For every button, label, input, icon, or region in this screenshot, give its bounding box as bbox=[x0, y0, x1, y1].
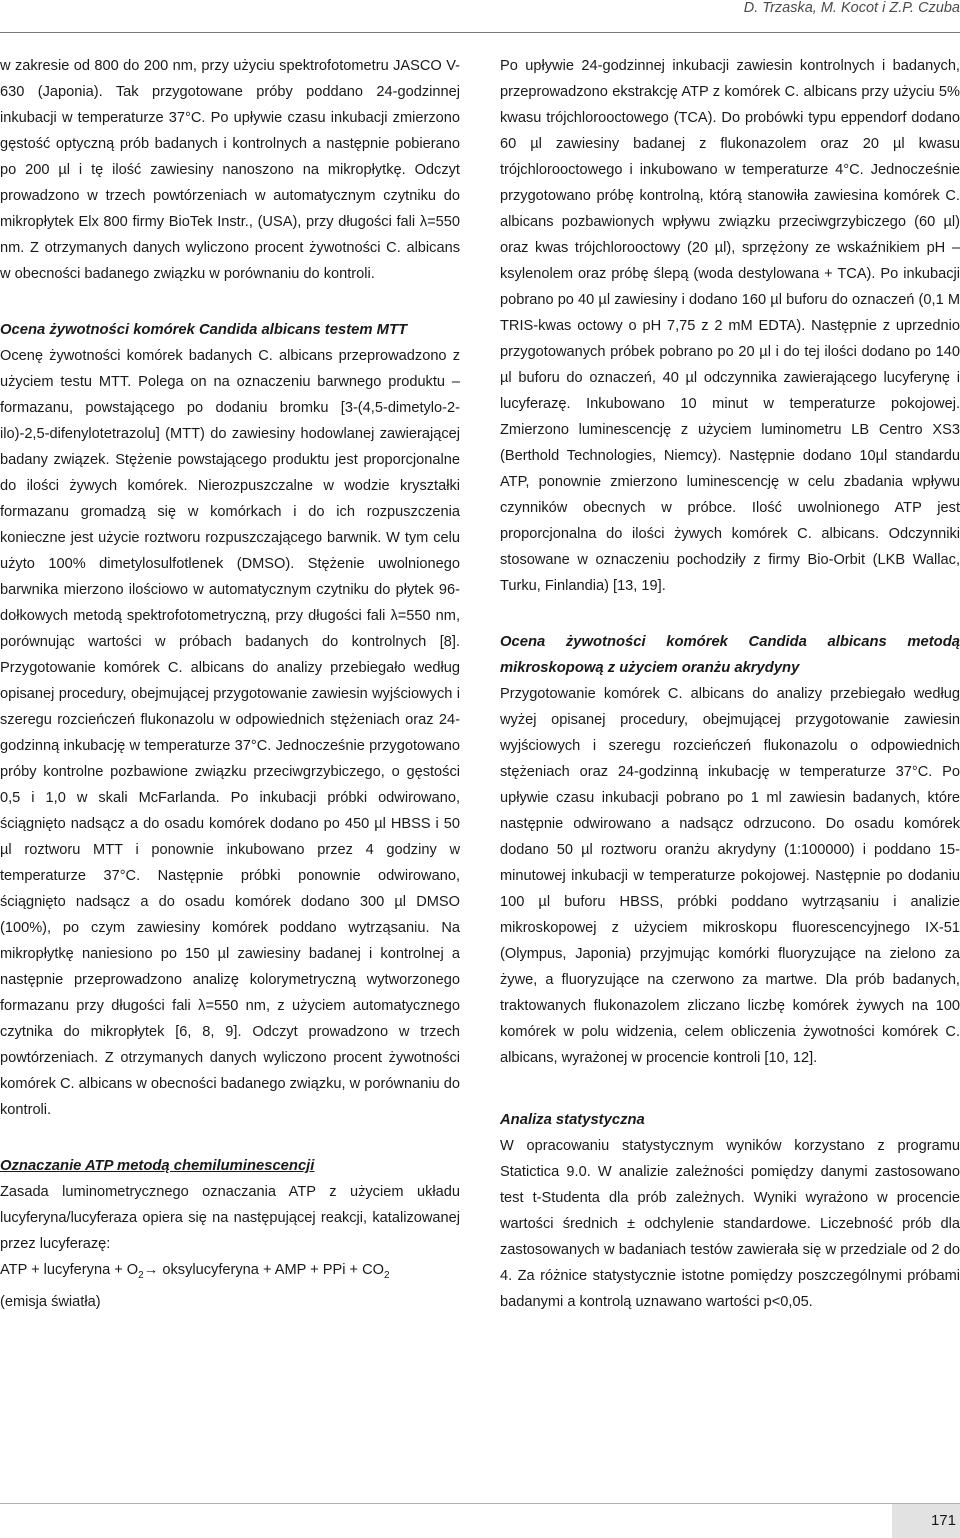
reaction-equation bbox=[0, 1257, 460, 1289]
atp-paragraph-continued: Po upływie 24-godzinnej inkubacji zawiesin kontrolnych i badanych, przeprowadzono ekstrakcję ATP z komórek C. albicans przy użyciu 5% kwasu trójchlorooctowego (TCA). Do probówki typu eppendorf dodano 60 µl zawiesiny badanej z flukonazolem oraz 20 µl kwasu trójchlorooctowego i inkubowano w temperaturze 4°C. Jednocześnie przygotowano próbę kontrolną, którą stanowiła zawiesina komórek C. albicans pozbawionych wpływu związku przeciwgrzybiczego (60 µl) oraz kwas trójchlorooctowy (20 µl), sprzężony ze wskaźnikiem pH – ksylenolem oraz próbę ślepą (woda destylowana + TCA). Po inkubacji pobrano po 40 µl zawiesiny i dodano 160 µl buforu do oznaczeń (0,1 M TRIS-kwas octowy o pH 7,75 z 2 mM EDTA). Następnie z uprzednio przygotowanych próbek pobrano po 20 µl i do tej ilości dodano po 140 µl buforu do oznaczeń, 40 µl odczynnika zawierającego lucyferynę i lucyferazę. Inkubowano 10 minut w temperaturze pokojowej. Zmierzono luminescencję z użyciem luminometru LB Centro XS3 (Berthold Technologies, Niemcy). Następnie dodano 10µl standardu ATP, ponownie zmierzono luminescencję w celu zbadania wpływu czynników obecnych w próbce. Ilość uwolnionego ATP jest proporcjonalna do ilości żywych komórek C. albicans. Odczynniki stosowane w oznaczeniu pochodziły z firmy Bio-Orbit (LKB Wallac, Turku, Finlandia) [13, 19]. bbox=[500, 58, 960, 594]
page-number: 171 bbox=[892, 1504, 960, 1538]
intro-paragraph: w zakresie od 800 do 200 nm, przy użyciu spektrofotometru JASCO V-630 (Japonia). Tak przygotowane próby poddano 24-godzinnej inkubacji w temperaturze 37°C. Po upływie czasu inkubacji zmierzono gęstość optyczną prób badanych i kontrolnych a następnie pobierano po 200 µl i tę ilość zawiesiny nanoszono na mikropłytkę. Odczyt prowadzono w trzech powtórzeniach w automatycznym czytniku do mikropłytek Elx 800 firmy BioTek Instr., (USA), przy długości fali λ=550 nm. Z otrzymanych danych wyliczono procent żywotności C. albicans w obecności badanego związku w porównaniu do kontroli. bbox=[0, 58, 460, 282]
equation-part2: oksylucyferyna + AMP + PPi + CO bbox=[158, 1262, 384, 1278]
atp-paragraph: Zasada luminometrycznego oznaczania ATP z użyciem układu lucyferyna/lucyferaza opiera się na następującej reakcji, katalizowanej przez lucyferazę: bbox=[0, 1184, 460, 1252]
equation-note: (emisja światła) bbox=[0, 1293, 101, 1310]
footer-divider bbox=[0, 1503, 960, 1504]
header-divider bbox=[0, 32, 960, 33]
stats-section-title: Analiza statystyczna bbox=[500, 1112, 645, 1128]
stats-paragraph: W opracowaniu statystycznym wyników korzystano z programu Statictica 9.0. W analizie zależności pomiędzy danymi zastosowano test t-Studenta dla prób zależnych. Wyniki wyrażono w procencie wartości średnich ± odchylenie standardowe. Liczebność prób dla zastosowanych w badaniach testów zawierała się w przedziale od 2 do 4. Za różnice statystycznie istotne pomiędzy poszczególnymi próbami badanymi a kontrolą uznawano wartości p<0,05. bbox=[500, 1138, 960, 1310]
right-column bbox=[500, 53, 960, 1315]
left-column bbox=[0, 53, 460, 1315]
header-authors: D. Trzaska, M. Kocot i Z.P. Czuba bbox=[743, 0, 960, 16]
atp-section-title bbox=[0, 1153, 460, 1179]
acridine-paragraph: Przygotowanie komórek C. albicans do analizy przebiegało według wyżej opisanej procedury, obejmującej przygotowanie zawiesin wyjściowych i szeregu rozcieńczeń flukonazolu o odpowiednich stężeniach oraz 24-godzinną inkubację w temperaturze 37°C. Po upływie czasu inkubacji pobrano po 1 ml zawiesin badanych, które następnie odwirowano a nadsącz odrzucono. Do osadu komórek dodano 50 µl roztworu oranżu akrydyny (1:100000) i poddano 15-minutowej inkubacji w temperaturze pokojowej. Następnie po dodaniu 100 µl buforu HBSS, próbki poddano wytrząsaniu i analizie mikroskopowej z użyciem mikroskopu fluorescencyjnego IX-51 (Olympus, Japonia) przyjmując komórki fluoryzujące na zielono za żywe, a fluoryzujące na czerwono za martwe. Dla prób badanych, traktowanych flukonazolem zliczano liczbę komórek żywych na 100 komórek w polu widzenia, celem obliczenia żywotności komórek C. albicans, wyrażonej w procencie kontroli [10, 12]. bbox=[500, 686, 960, 1066]
equation-arrow: → bbox=[143, 1262, 159, 1278]
equation-part1: ATP + lucyferyna + O bbox=[0, 1262, 139, 1278]
atp-section-title-text: Oznaczanie ATP metodą chemiluminescencji bbox=[0, 1158, 315, 1174]
acridine-section-title: Ocena żywotności komórek Candida albicans metodą mikroskopową z użyciem oranżu akrydyny bbox=[500, 634, 960, 676]
equation-sub-o2: 2 bbox=[138, 1269, 144, 1281]
equation-sub-co2: 2 bbox=[383, 1269, 390, 1281]
mtt-section-title: Ocena żywotności komórek Candida albicans testem MTT bbox=[0, 322, 408, 338]
mtt-paragraph: Ocenę żywotności komórek badanych C. albicans przeprowadzono z użyciem testu MTT. Polega on na oznaczeniu barwnego produktu – formazanu, powstającego po dodaniu bromku [3-(4,5-dimetylo-2-ilo)-2,5-difenylotetrazolu] (MTT) do zawiesiny hodowlanej zawierającej badany związek. Stężenie powstającego produktu jest proporcjonalne do ilości żywych komórek. Nierozpuszczalne w wodzie kryształki formazanu gromadzą się w komórkach i do ich rozpuszczenia konieczne jest użycie roztworu rozpuszczającego barwnik. W tym celu użyto 100% dimetylosulfotlenek (DMSO). Stężenie uwolnionego barwnika mierzono ilościowo w automatycznym czytniku do płytek 96-dołkowych metodą spektrofotometryczną, przy długości fali λ=550 nm, porównując wartości w próbach badanych do kontrolnych [8]. Przygotowanie komórek C. albicans do analizy przebiegało według opisanej procedury, obejmującej przygotowanie zawiesin wyjściowych i szeregu rozcieńczeń flukonazolu w odpowiednich stężeniach oraz 24-godzinną inkubację w temperaturze 37°C. Jednocześnie przygotowano próby kontrolne pozbawione związku przeciwgrzybiczego, o gęstości 0,5 i 1,0 w skali McFarlanda. Po inkubacji próbki odwirowano, ściągnięto nadsącz a do osadu komórek dodano po 450 µl HBSS i 50 µl roztworu MTT i ponownie inkubowano przez 4 godziny w temperaturze 37°C. Następnie próbki ponownie odwirowano, ściągnięto nadsącz a do osadu komórek dodano 300 µl DMSO (100%), po czym zawiesiny komórek poddano wytrząsaniu. Na mikropłytkę naniesiono po 150 µl zawiesiny badanej i kontrolnej a następnie przeprowadzono analizę kolorymetryczną wytworzonego formazanu przy długości fali λ=550 nm, z użyciem automatycznego czytnika do mikropłytek [6, 8, 9]. Odczyt prowadzono w trzech powtórzeniach. Z otrzymanych danych wyliczono procent żywotności komórek C. albicans w obecności badanego związku, w porównaniu do kontroli. bbox=[0, 348, 460, 1118]
